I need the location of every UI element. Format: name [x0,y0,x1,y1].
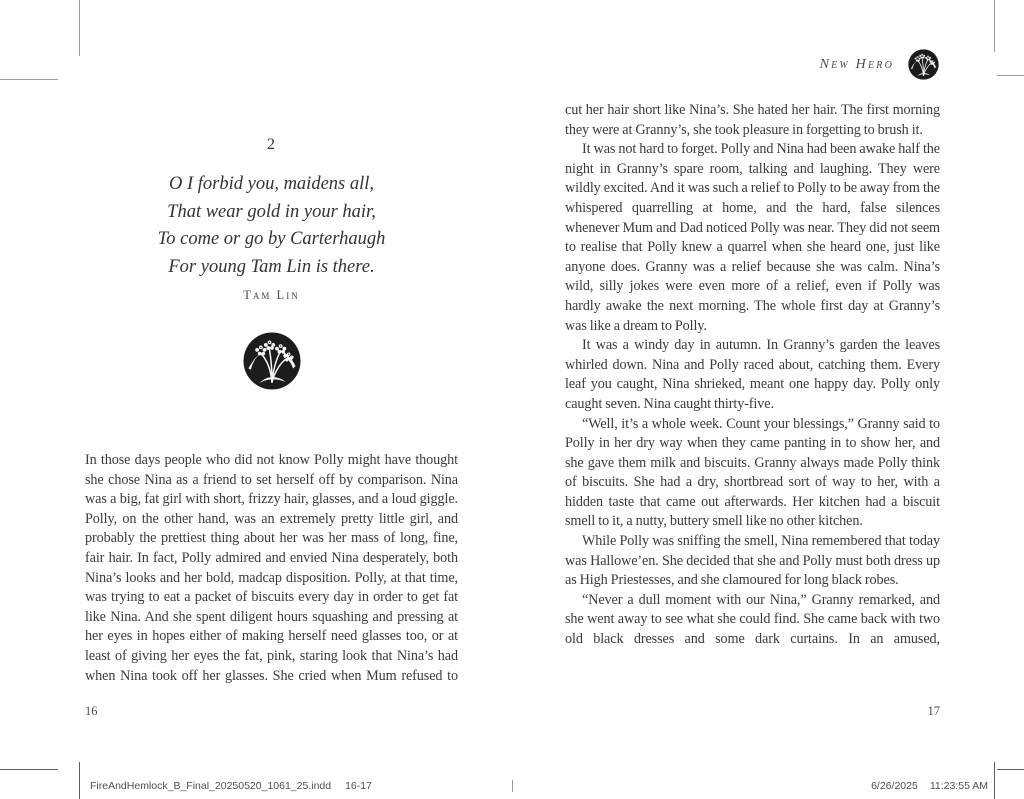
chapter-epigraph [85,171,458,281]
running-header [565,48,940,81]
epigraph-attribution: Tam Lin [243,288,300,302]
body-paragraph: It was not hard to forget. Polly and Nina had been awake half the night in Granny’s spare room, talking and laughing. They were wildly excited. And it was such a relief to Polly to be away from the whispered quarrelling at home, and the hard, false silences whenever Mum and Dad noticed Polly was near. They did not seem to realise that Polly knew a quarrel when she heard one, just like anyone does. Granny was a relief because she was calm. Nina’s wild, silly jokes were even more of a relief, even if Polly was hardly awake the next morning. The whole first day at Granny’s was like a dream to Polly. [565,141,940,334]
slug-datetime [871,780,988,792]
chapter-number: 2 [267,136,276,153]
epigraph-line: That wear gold in your hair, [167,201,376,222]
crop-mark-top-right-vertical [994,0,995,52]
floral-roundel-icon [907,48,940,81]
crop-mark-top-right-horizontal [997,75,1024,76]
epigraph-line: For young Tam Lin is there. [168,256,375,277]
body-paragraph: “Well, it’s a whole week. Count your blessings,” Granny said to Polly in her dry way when they came panting in to show her, and she gave them milk and biscuits. Granny always made Polly think of biscuits. She had a dry, shortbread sort of way to her, with a hidden taste that came out afterwards. Her kitchen had a biscuit smell to it, a nutty, buttery smell like no other kitchen. [565,415,940,530]
body-paragraph: cut her hair short like Nina’s. She hated her hair. The first morning they were at Granny’s, she took pleasure in forgetting to brush it. [565,102,940,138]
running-header-label: New Hero [819,56,894,72]
hemlock-floral-roundel-icon [241,330,303,392]
crop-mark-top-left-vertical [79,0,80,56]
crop-mark-bottom-left-horizontal [0,769,58,770]
slug-date: 6/26/2025 [871,780,918,792]
epigraph-line: To come or go by Carterhaugh [157,229,386,249]
slug-filename: FireAndHemlock_B_Final_20250520_1061_25.indd [90,780,332,792]
crop-mark-top-left-horizontal [0,79,58,80]
slug-file-info [90,780,372,792]
left-page-number: 16 [85,704,98,718]
left-page-body [85,451,458,686]
right-page-number: 17 [927,704,940,718]
slug-page-range: 16-17 [345,780,372,792]
right-page-body [565,101,940,650]
print-slug-line [0,778,1024,799]
crop-mark-bottom-right-horizontal [997,769,1024,770]
epigraph-line: O I forbid you, maidens all, [168,174,375,194]
slug-time: 11:23:55 AM [929,780,988,792]
chapter-ornament-container [85,330,458,392]
body-paragraph: It was a windy day in autumn. In Granny’s garden the leaves whirled down. Nina and Polly raced about, catching them. Every leaf you caught, Nina shrieked, meant one happy day. Polly only caught seven. Nina caught thirty-five. [565,337,940,412]
body-paragraph: “Never a dull moment with our Nina,” Granny remarked, and she went away to see what she could find. She came back with two old black dresses and some dark curtains. In an amused, [565,591,940,648]
body-paragraph: While Polly was sniffing the smell, Nina remembered that today was Hallowe’en. She decided that she and Polly must both dress up as High Priestesses, and she clamoured for long black robes. [565,533,940,589]
body-paragraph: In those days people who did not know Polly might have thought she chose Nina as a friend to set herself off by comparison. Nina was a big, fat girl with short, frizzy hair, glasses, and a loud giggle. Polly, on the other hand, was an extremely pretty little girl, and probably the prettiest thing about her was her mass of long, fine, fair hair. In fact, Polly admired and envied Nina desperately, both Nina’s looks and her bold, madcap disposition. Polly, at that time, was trying to eat a packet of biscuits every day in order to get fat like Nina. And she spent diligent hours squashing and pressing at her eyes in hopes either of making herself need glasses too, or at least of giving her eyes the fat, pink, staring look that Nina’s had when Nina took off her glasses. She cried when Mum refused to [85,452,458,684]
